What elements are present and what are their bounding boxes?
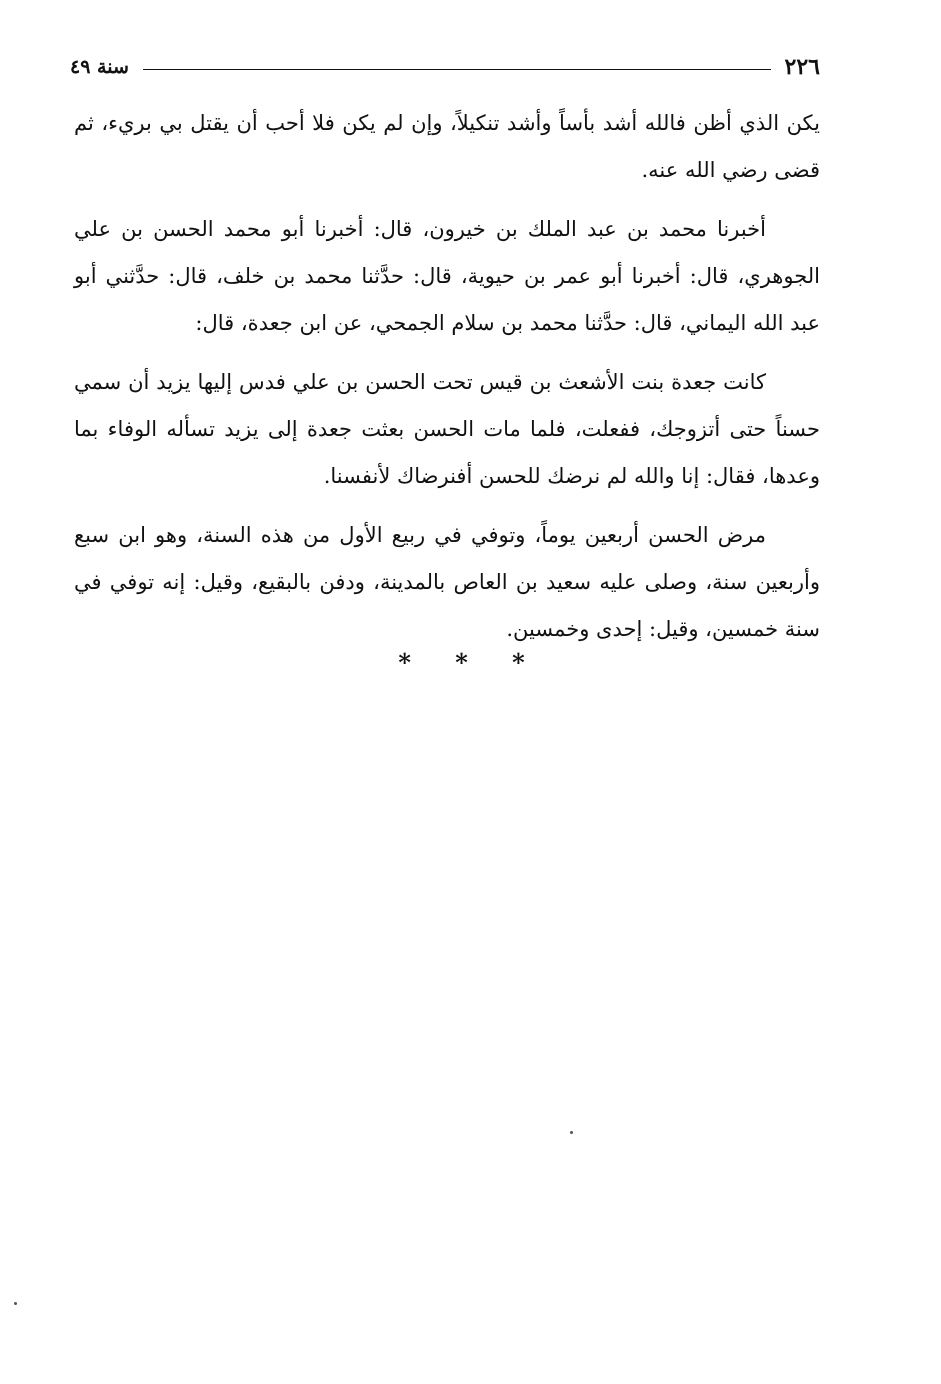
- scan-speck: [14, 1302, 17, 1305]
- header-year-label: سنة ٤٩: [70, 56, 129, 78]
- paragraph-isnad: أخبرنا محمد بن عبد الملك بن خيرون، قال: أخبرنا أبو محمد الحسن بن علي الجوهري، قال: أخبرنا أبو عمر بن حيوية، قال: حدَّثنا محمد بن خلف، قال: حدَّثني أبو عبد الله اليماني، قال: حدَّثنا محمد بن سلام الجمحي، عن ابن جعدة، قال:: [74, 217, 820, 335]
- scan-speck: [570, 1131, 573, 1134]
- paragraph-continuation: يكن الذي أظن فالله أشد بأساً وأشد تنكيلاً، وإن لم يكن فلا أحب أن يقتل بي بريء، ثم قضى رضي الله عنه.: [74, 111, 820, 182]
- section-separator-stars: * * *: [398, 648, 543, 677]
- paragraph-death-of-hasan: مرض الحسن أربعين يوماً، وتوفي في ربيع الأول من هذه السنة، وهو ابن سبع وأربعين سنة، وصلى عليه سعيد بن العاص بالمدينة، ودفن بالبقيع، وقيل: إنه توفي في سنة خمسين، وقيل: إحدى وخمسين.: [74, 523, 820, 641]
- page-number: ٢٢٦: [784, 54, 820, 80]
- running-header: [70, 50, 820, 84]
- paragraph-narration: كانت جعدة بنت الأشعث بن قيس تحت الحسن بن علي فدس إليها يزيد أن سمي حسناً حتى أتزوجك، ففعلت، فلما مات الحسن بعثت جعدة إلى يزيد تسأله الوفاء بما وعدها، فقال: إنا والله لم نرضك للحسن أفنرضاك لأنفسنا.: [74, 370, 820, 488]
- header-rule: [143, 69, 771, 70]
- body-text: [74, 100, 820, 665]
